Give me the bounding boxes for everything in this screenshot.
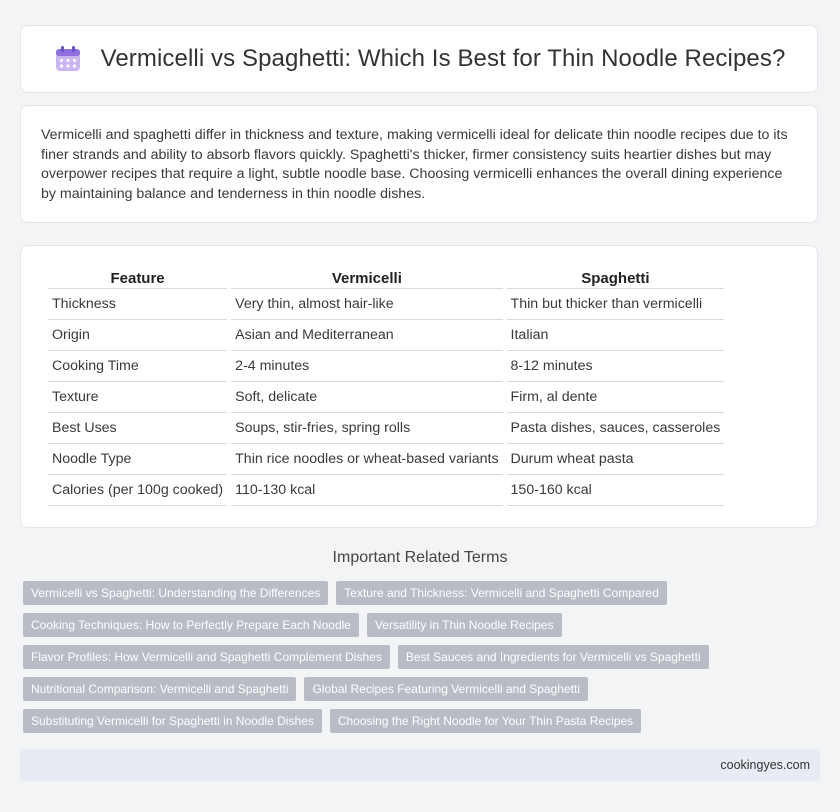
tag-row	[23, 677, 813, 701]
feature-cell: Texture	[48, 382, 227, 413]
spaghetti-cell: Thin but thicker than vermicelli	[507, 289, 725, 320]
related-tag[interactable]: Choosing the Right Noodle for Your Thin Pasta Recipes	[330, 709, 641, 733]
spaghetti-cell: 150-160 kcal	[507, 475, 725, 506]
vermicelli-cell: Asian and Mediterranean	[231, 320, 502, 351]
related-tag[interactable]: Cooking Techniques: How to Perfectly Prepare Each Noodle	[23, 613, 359, 637]
related-tag[interactable]: Best Sauces and Ingredients for Vermicelli vs Spaghetti	[398, 645, 709, 669]
spaghetti-cell: Pasta dishes, sauces, casseroles	[507, 413, 725, 444]
feature-cell: Thickness	[48, 289, 227, 320]
vermicelli-cell: Very thin, almost hair-like	[231, 289, 502, 320]
related-tag[interactable]: Texture and Thickness: Vermicelli and Spaghetti Compared	[336, 581, 667, 605]
table-row	[48, 320, 724, 351]
table-row	[48, 475, 724, 506]
header-spaghetti: Spaghetti	[507, 266, 725, 289]
vermicelli-cell: Soft, delicate	[231, 382, 502, 413]
feature-cell: Noodle Type	[48, 444, 227, 475]
tag-row	[23, 645, 813, 669]
related-terms-heading: Important Related Terms	[332, 549, 508, 566]
table-row	[48, 289, 724, 320]
related-tag[interactable]: Versatility in Thin Noodle Recipes	[367, 613, 562, 637]
comparison-table	[44, 266, 728, 506]
tag-row	[23, 613, 813, 637]
feature-cell: Best Uses	[48, 413, 227, 444]
related-tag[interactable]: Vermicelli vs Spaghetti: Understanding the Differences	[23, 581, 328, 605]
feature-cell: Origin	[48, 320, 227, 351]
header-card	[20, 25, 818, 93]
intro-card	[20, 105, 818, 223]
intro-text: Vermicelli and spaghetti differ in thickness and texture, making vermicelli ideal for delicate thin noodle recipes due to its finer strands and ability to absorb flavors quickly. Spaghetti's thicker, firmer consistency suits heartier dishes but may overpower recipes that require a light, subtle noodle base. Choosing vermicelli enhances the overall dining experience by maintaining balance and tenderness in thin noodle dishes.	[41, 127, 788, 202]
spaghetti-cell: Durum wheat pasta	[507, 444, 725, 475]
table-header-row	[48, 266, 724, 289]
table-row	[48, 413, 724, 444]
spaghetti-cell: Firm, al dente	[507, 382, 725, 413]
page-title: Vermicelli vs Spaghetti: Which Is Best for Thin Noodle Recipes?	[100, 45, 786, 72]
tag-row	[23, 709, 813, 733]
vermicelli-cell: Thin rice noodles or wheat-based variants	[231, 444, 502, 475]
related-tag[interactable]: Substituting Vermicelli for Spaghetti in Noodle Dishes	[23, 709, 322, 733]
spaghetti-cell: Italian	[507, 320, 725, 351]
related-tag[interactable]: Nutritional Comparison: Vermicelli and Spaghetti	[23, 677, 296, 701]
calendar-icon	[53, 44, 83, 74]
spaghetti-cell: 8-12 minutes	[507, 351, 725, 382]
feature-cell: Cooking Time	[48, 351, 227, 382]
related-tags	[23, 581, 813, 741]
header-feature: Feature	[48, 266, 227, 289]
vermicelli-cell: Soups, stir-fries, spring rolls	[231, 413, 502, 444]
feature-cell: Calories (per 100g cooked)	[48, 475, 227, 506]
tag-row	[23, 581, 813, 605]
comparison-table-card	[20, 245, 818, 528]
related-tag[interactable]: Global Recipes Featuring Vermicelli and Spaghetti	[304, 677, 587, 701]
header-vermicelli: Vermicelli	[231, 266, 502, 289]
footer	[20, 749, 820, 781]
footer-site-link[interactable]: cookingyes.com	[720, 758, 810, 772]
related-tag[interactable]: Flavor Profiles: How Vermicelli and Spaghetti Complement Dishes	[23, 645, 390, 669]
title-wrap	[53, 44, 786, 74]
table-row	[48, 351, 724, 382]
vermicelli-cell: 2-4 minutes	[231, 351, 502, 382]
vermicelli-cell: 110-130 kcal	[231, 475, 502, 506]
table-row	[48, 382, 724, 413]
table-row	[48, 444, 724, 475]
